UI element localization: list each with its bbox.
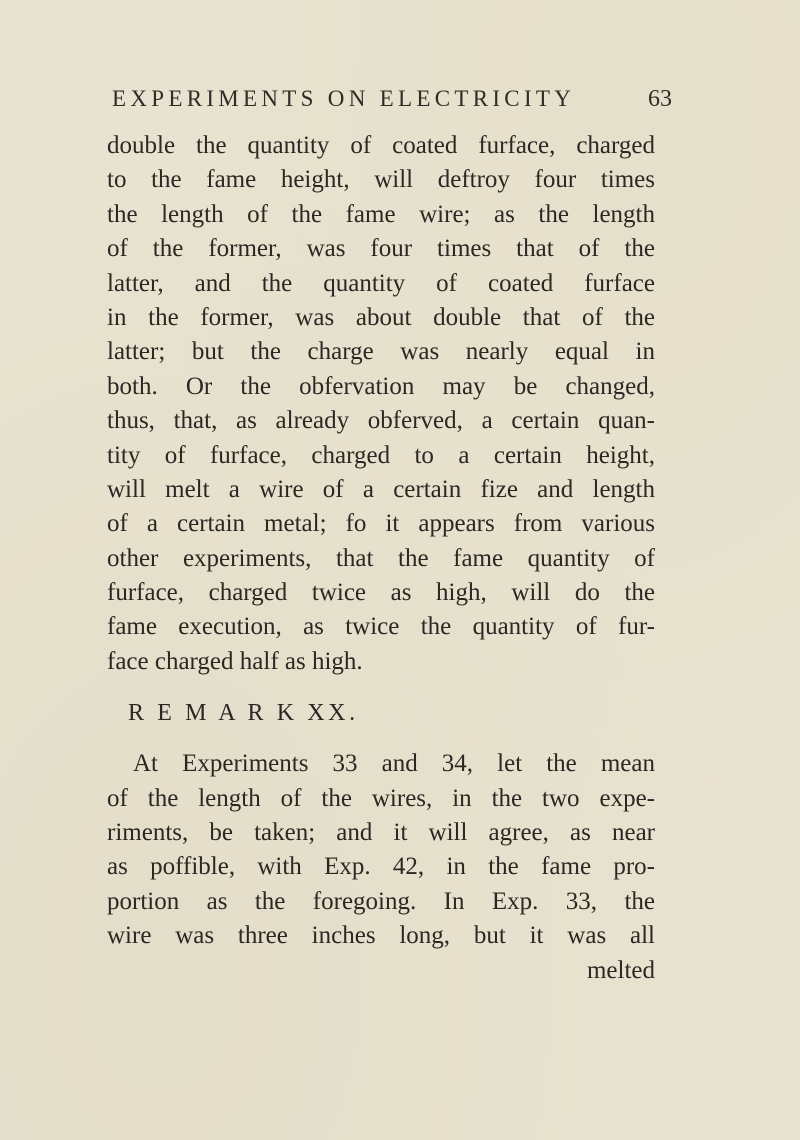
text-line: At Experiments 33 and 34, let the mean	[133, 750, 655, 778]
text-line: both. Or the obfervation may be changed,	[107, 372, 655, 400]
remark-heading: R E M A R K XX.	[128, 700, 359, 727]
text-line: in the former, was about double that of the	[107, 303, 655, 331]
text-line: of a certain metal; fo it appears from various	[107, 510, 655, 538]
text-line: the length of the fame wire; as the length	[107, 200, 655, 228]
text-line: portion as the foregoing. In Exp. 33, the	[107, 887, 655, 915]
text-line: of the former, was four times that of the	[107, 235, 655, 263]
text-line: riments, be taken; and it will agree, as near	[107, 819, 655, 847]
text-line: face charged half as high.	[107, 647, 363, 675]
text-line: of the length of the wires, in the two expe-	[107, 784, 655, 812]
text-line: fame execution, as twice the quantity of fur-	[107, 613, 655, 641]
paragraph-2	[107, 747, 655, 988]
running-head-title: EXPERIMENTS ON ELECTRICITY	[112, 86, 576, 111]
paragraph-1	[107, 129, 655, 679]
text-line: latter; but the charge was nearly equal in	[107, 338, 655, 366]
text-line: wire was three inches long, but it was all	[107, 922, 655, 950]
page-number: 63	[648, 86, 672, 112]
text-line: thus, that, as already obferved, a certain quan-	[107, 407, 655, 435]
text-line: other experiments, that the fame quantity of	[107, 544, 655, 572]
running-head	[112, 86, 672, 118]
body-text	[107, 129, 655, 988]
text-line: tity of furface, charged to a certain height,	[107, 441, 655, 469]
text-line: double the quantity of coated furface, charged	[107, 132, 655, 159]
text-line: to the fame height, will deftroy four times	[107, 166, 655, 194]
catchword: melted	[586, 956, 655, 984]
text-line: will melt a wire of a certain fize and length	[107, 475, 655, 503]
text-line: furface, charged twice as high, will do the	[107, 579, 655, 607]
text-line: as poffible, with Exp. 42, in the fame pro-	[107, 853, 655, 881]
text-line: latter, and the quantity of coated furface	[107, 269, 655, 297]
